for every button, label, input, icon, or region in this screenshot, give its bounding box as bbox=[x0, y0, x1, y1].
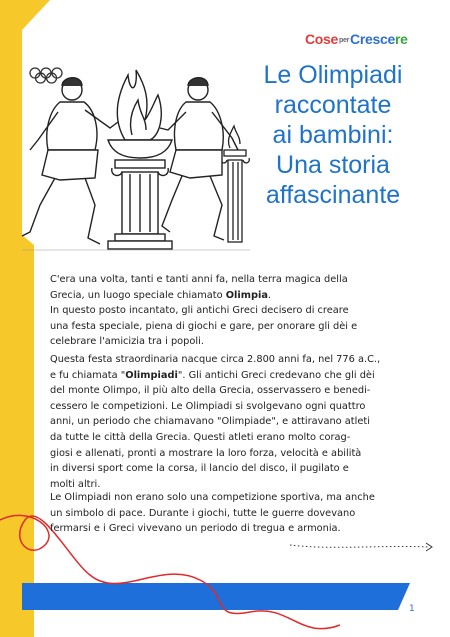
text-line: anni, un periodo che chiamavano "Olimpiade", e attiravano atleti bbox=[50, 416, 370, 428]
title-line: raccontate bbox=[274, 91, 392, 119]
text-line: in diversi sport come la corsa, il lancio del disco, il pugilato e bbox=[50, 463, 349, 475]
text-line: cessero le competizioni. Le Olimpiadi si svolgevano ogni quattro bbox=[50, 400, 366, 412]
torch-column-illustration bbox=[108, 70, 172, 249]
title-line: Una storia bbox=[276, 151, 390, 179]
text-line bbox=[50, 288, 428, 304]
right-athlete-illustration bbox=[160, 78, 238, 240]
text-line: giosi e allenati, pronti a mostrare la loro forza, velocità e abilità bbox=[50, 447, 362, 459]
title-line: ai bambini: bbox=[272, 121, 394, 149]
text-line: In questo posto incantato, gli antichi Greci decisero di creare bbox=[50, 305, 349, 317]
bold-term-olimpiadi: Olimpiadi bbox=[125, 369, 178, 381]
logo-text-cresce: Cresce bbox=[350, 31, 395, 47]
text-span: . bbox=[267, 289, 272, 301]
bold-term-olimpia: Olimpia bbox=[225, 289, 268, 301]
logo-text-re: re bbox=[394, 31, 408, 47]
text-span: e fu chiamata " bbox=[50, 369, 126, 381]
text-line: del monte Olimpo, il più alto della Grecia, osservassero e benedi- bbox=[50, 385, 371, 397]
text-line: molti altri. bbox=[50, 478, 101, 490]
text-line: Questa festa straordinaria nacque circa 2.800 anni fa, nel 776 a.C., bbox=[50, 354, 381, 365]
page-number: 1 bbox=[409, 604, 415, 614]
title-line: Le Olimpiadi bbox=[263, 61, 403, 89]
yellow-top-corner bbox=[22, 0, 50, 30]
paragraph-history bbox=[50, 352, 428, 492]
paragraph-peace bbox=[50, 490, 428, 537]
logo-text-cose: Cose bbox=[305, 31, 339, 47]
text-line: una festa speciale, piena di giochi e gare, per onorare gli dèi e bbox=[50, 320, 358, 332]
paragraph-intro bbox=[50, 272, 428, 350]
text-span: Grecia, un luogo speciale chiamato bbox=[50, 289, 226, 301]
site-logo bbox=[305, 31, 408, 47]
yellow-band-lower bbox=[22, 235, 34, 637]
left-athlete-illustration bbox=[22, 78, 118, 244]
text-line: C'era una volta, tanti e tanti anni fa, nella terra magica della bbox=[50, 274, 348, 285]
page-title bbox=[228, 60, 438, 210]
text-line: fermarsi e i Greci vivevano un periodo di tregua e armonia. bbox=[50, 523, 341, 535]
blue-bottom-stripe bbox=[22, 583, 410, 610]
title-line: affascinante bbox=[265, 181, 401, 209]
dashed-arrow-line bbox=[290, 545, 430, 547]
text-span: ". Gli antichi Greci credevano che gli dèi bbox=[177, 369, 375, 381]
yellow-side-band bbox=[0, 0, 22, 637]
logo-text-per: per bbox=[339, 36, 350, 44]
text-line: Le Olimpiadi non erano solo una competizione sportiva, ma anche bbox=[50, 492, 375, 503]
text-line: da tutte le città della Grecia. Questi atleti erano molto corag- bbox=[50, 431, 351, 443]
text-line bbox=[50, 368, 428, 384]
olympic-rings-icon bbox=[30, 68, 62, 83]
text-line: un simbolo di pace. Durante i giochi, tutte le guerre dovevano bbox=[50, 507, 356, 519]
text-line: celebrare l'amicizia tra i popoli. bbox=[50, 336, 204, 348]
